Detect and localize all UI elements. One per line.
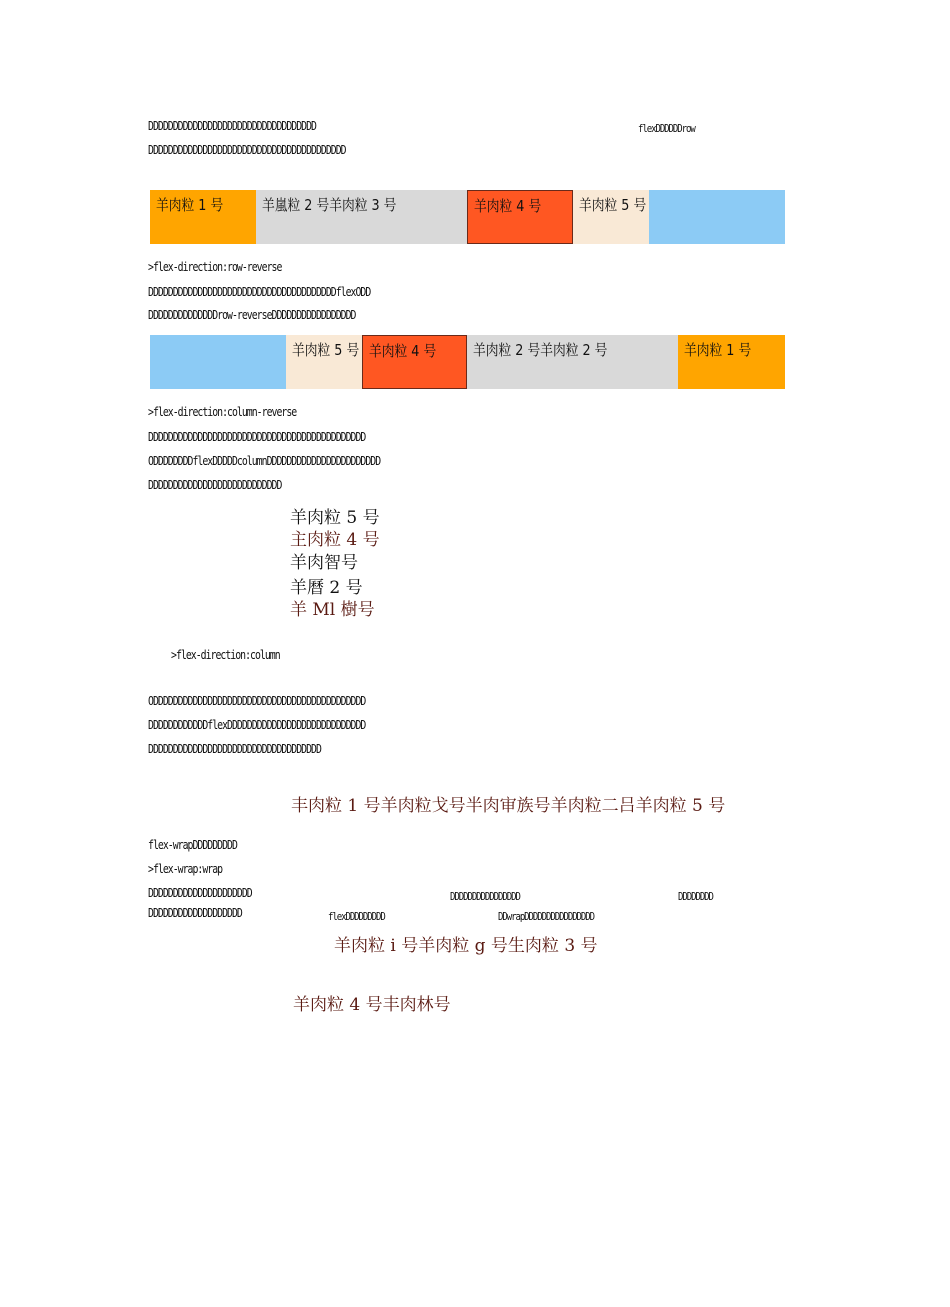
section-heading: >flex-direction:column-reverse <box>148 405 297 419</box>
text-line: DDDDDDDDDDDDDDDDDDDDDDDDDDDDDDDDDDDDDDDDDDDD <box>148 430 366 444</box>
text-line: DDDDDDDDDDDDDDDDDDDDD <box>148 886 252 900</box>
wrap-item-row: 羊肉粒 i 号羊肉粒 g 号生肉粒 3 号 <box>334 936 598 956</box>
wrap-item-row: 羊肉粒 4 号丰肉林号 <box>293 995 451 1015</box>
column-item: 主肉粒 4 号 <box>290 530 380 550</box>
flex-item-4: 羊肉粒 4 号 <box>467 190 573 244</box>
flex-item-4: 羊肉粒 4 号 <box>362 335 467 389</box>
text-line: DDDDDDDDDDDDflexDDDDDDDDDDDDDDDDDDDDDDDDDDDD <box>148 718 366 732</box>
text-line: DDDDDDDDDDDDDDDD <box>450 890 520 903</box>
section-heading: >flex-direction:column <box>171 648 280 662</box>
flex-item-2: 羊嵐粒 2 号羊肉粒 3 号 <box>256 190 467 244</box>
text-line: ODDDDDDDDflexDDDDDcolumnDDDDDDDDDDDDDDDDDDDDDDD <box>148 454 381 468</box>
column-item: 羊曆 2 号 <box>290 578 363 598</box>
text-line: DDDDDDDDDDDDDDrow-reverseDDDDDDDDDDDDDDDDD <box>148 308 356 322</box>
column-item: 羊 Ml 樹号 <box>290 600 375 620</box>
text-line: flex-wrapDDDDDDDDD <box>148 838 237 852</box>
column-item: 羊肉智号 <box>290 553 358 573</box>
text-line: DDDDDDDDDDDDDDDDDDD <box>148 906 242 920</box>
side-note: flexDDDDDDrow <box>638 122 695 135</box>
text-line: DDDDDDDDDDDDDDDDDDDDDDDDDDDDDDDDDDD <box>148 742 321 756</box>
text-line: DDDDDDDDDDDDDDDDDDDDDDDDDDD <box>148 478 282 492</box>
flex-item-1: 羊肉粒 1 号 <box>678 335 785 389</box>
text-line: DDwrapDDDDDDDDDDDDDDDD <box>498 910 595 923</box>
flex-row-reverse-demo <box>150 335 785 389</box>
section-heading: >flex-direction:row-reverse <box>148 260 282 274</box>
flex-item-1: 羊肉粒 1 号 <box>150 190 256 244</box>
text-line: flexDDDDDDDDD <box>328 910 385 923</box>
inline-item-row: 丰肉粒 1 号羊肉粒戈号半肉审族号羊肉粒二吕羊肉粒 5 号 <box>291 796 726 816</box>
flex-item-blank <box>150 335 286 389</box>
section-heading: >flex-wrap:wrap <box>148 862 223 876</box>
flex-item-5: 羊肉粒 5 号 <box>573 190 649 244</box>
flex-item-5: 羊肉粒 5 号 <box>286 335 362 389</box>
flex-row-demo <box>150 190 785 244</box>
text-line: DDDDDDDDDDDDDDDDDDDDDDDDDDDDDDDDDDDDDDDD <box>148 143 346 157</box>
text-line: ODDDDDDDDDDDDDDDDDDDDDDDDDDDDDDDDDDDDDDDDDDD <box>148 694 366 708</box>
flex-item-2: 羊肉粒 2 号羊肉粒 2 号 <box>467 335 678 389</box>
flex-item-blank <box>649 190 785 244</box>
text-line: DDDDDDDD <box>678 890 713 903</box>
text-line: DDDDDDDDDDDDDDDDDDDDDDDDDDDDDDDDDD <box>148 119 316 133</box>
text-line: DDDDDDDDDDDDDDDDDDDDDDDDDDDDDDDDDDDDDDflexODD <box>148 285 371 299</box>
column-item: 羊肉粒 5 号 <box>290 508 380 528</box>
